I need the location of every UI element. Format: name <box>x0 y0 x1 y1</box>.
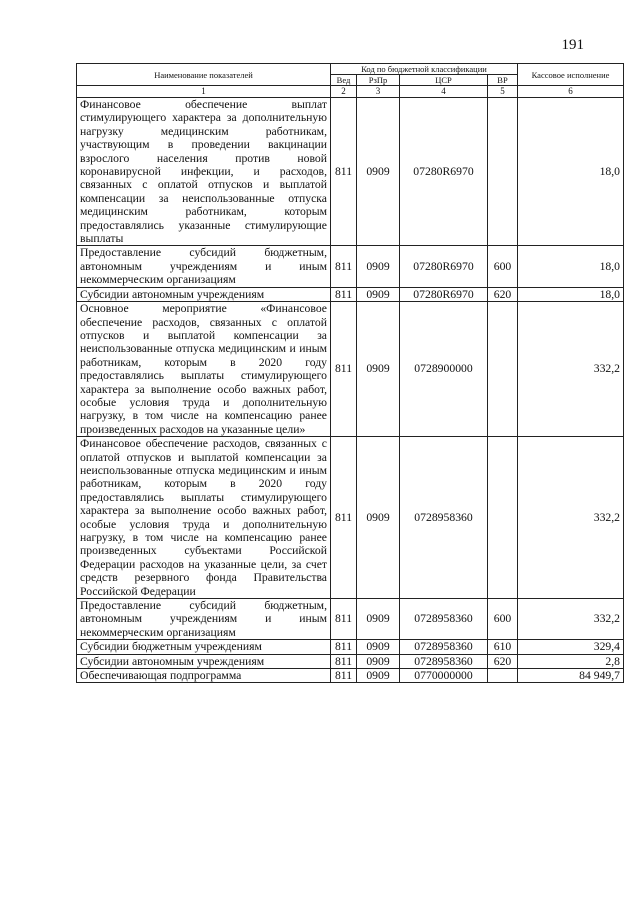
row-name: Основное мероприятие «Финансовое обеспечение расходов, связанных с оплатой отпусков и выплатой компенсации за неиспользованные отпуска медицинским и иным работникам, которым в 2020 году предоставлялись выплаты стимулирующего характера за выполнение особо важных работ, особые условия труда и дополнительную нагрузку, в том числе на компенсацию ранее произведенных расходов на указанные цели» <box>77 302 331 437</box>
row-rzpr: 0909 <box>357 302 400 437</box>
row-rzpr: 0909 <box>357 669 400 683</box>
row-amount: 2,8 <box>518 654 624 668</box>
col-num-3: 3 <box>357 86 400 98</box>
table-row <box>77 640 624 654</box>
col-num-2: 2 <box>331 86 357 98</box>
row-name: Финансовое обеспечение выплат стимулирующего характера за дополнительную нагрузку медицинским работникам, участвующим в проведении вакцинации взрослого населения против новой коронавирусной инфекции, и расходов, связанных с оплатой отпусков и выплатой компенсации за неиспользованные отпуска медицинским работникам, которым предоставлялись указанные стимулирующие выплаты <box>77 98 331 246</box>
row-ved: 811 <box>331 302 357 437</box>
row-vr <box>488 302 518 437</box>
row-amount: 329,4 <box>518 640 624 654</box>
row-vr: 600 <box>488 246 518 287</box>
col-num-5: 5 <box>488 86 518 98</box>
row-vr: 610 <box>488 640 518 654</box>
row-name: Обеспечивающая подпрограмма <box>77 669 331 683</box>
header-rzpr: РзПр <box>357 75 400 86</box>
row-csr: 0728958360 <box>400 640 488 654</box>
row-rzpr: 0909 <box>357 437 400 599</box>
header-amount: Кассовое исполнение <box>518 64 624 86</box>
row-name: Субсидии автономным учреждениям <box>77 287 331 301</box>
row-csr: 0728900000 <box>400 302 488 437</box>
table-row <box>77 669 624 683</box>
row-rzpr: 0909 <box>357 654 400 668</box>
table-row <box>77 246 624 287</box>
row-amount: 18,0 <box>518 246 624 287</box>
header-name: Наименование показателей <box>77 64 331 86</box>
table-row <box>77 437 624 599</box>
row-vr <box>488 98 518 246</box>
table-row <box>77 302 624 437</box>
header-vr: ВР <box>488 75 518 86</box>
col-num-4: 4 <box>400 86 488 98</box>
row-name: Субсидии бюджетным учреждениям <box>77 640 331 654</box>
table-row <box>77 654 624 668</box>
page-number: 191 <box>561 37 584 53</box>
row-csr: 0728958360 <box>400 599 488 640</box>
row-ved: 811 <box>331 640 357 654</box>
row-ved: 811 <box>331 654 357 668</box>
header-number-row <box>77 86 624 98</box>
row-amount: 18,0 <box>518 287 624 301</box>
row-csr: 0770000000 <box>400 669 488 683</box>
row-ved: 811 <box>331 246 357 287</box>
row-amount: 332,2 <box>518 302 624 437</box>
col-num-1: 1 <box>77 86 331 98</box>
row-rzpr: 0909 <box>357 246 400 287</box>
row-vr: 620 <box>488 654 518 668</box>
col-num-6: 6 <box>518 86 624 98</box>
row-amount: 332,2 <box>518 437 624 599</box>
row-amount: 332,2 <box>518 599 624 640</box>
header-code-group: Код по бюджетной классификации <box>331 64 518 75</box>
row-amount: 84 949,7 <box>518 669 624 683</box>
row-name: Субсидии автономным учреждениям <box>77 654 331 668</box>
row-amount: 18,0 <box>518 98 624 246</box>
header-row-1 <box>77 64 624 75</box>
row-rzpr: 0909 <box>357 640 400 654</box>
budget-table <box>76 63 624 683</box>
row-csr: 07280R6970 <box>400 287 488 301</box>
row-ved: 811 <box>331 287 357 301</box>
row-vr: 600 <box>488 599 518 640</box>
header-ved: Вед <box>331 75 357 86</box>
row-csr: 0728958360 <box>400 654 488 668</box>
row-name: Предоставление субсидий бюджетным, автономным учреждениям и иным некоммерческим организациям <box>77 246 331 287</box>
row-rzpr: 0909 <box>357 287 400 301</box>
table-row <box>77 287 624 301</box>
row-name: Предоставление субсидий бюджетным, автономным учреждениям и иным некоммерческим организациям <box>77 599 331 640</box>
row-name: Финансовое обеспечение расходов, связанных с оплатой отпусков и выплатой компенсации за неиспользованные отпуска медицинским и иным работникам, которым в 2020 году предоставлялись выплаты стимулирующего характера за выполнение особо важных работ, особые условия труда и дополнительную нагрузку, в том числе на компенсацию ранее произведенных субъектами Российской Федерации расходов на указанные цели, за счет средств резервного фонда Правительства Российской Федерации <box>77 437 331 599</box>
row-vr <box>488 669 518 683</box>
row-csr: 0728958360 <box>400 437 488 599</box>
row-ved: 811 <box>331 98 357 246</box>
row-ved: 811 <box>331 599 357 640</box>
row-csr: 07280R6970 <box>400 98 488 246</box>
row-vr <box>488 437 518 599</box>
row-csr: 07280R6970 <box>400 246 488 287</box>
row-vr: 620 <box>488 287 518 301</box>
row-rzpr: 0909 <box>357 98 400 246</box>
table-row <box>77 599 624 640</box>
row-ved: 811 <box>331 669 357 683</box>
row-ved: 811 <box>331 437 357 599</box>
header-csr: ЦСР <box>400 75 488 86</box>
row-rzpr: 0909 <box>357 599 400 640</box>
table-row <box>77 98 624 246</box>
